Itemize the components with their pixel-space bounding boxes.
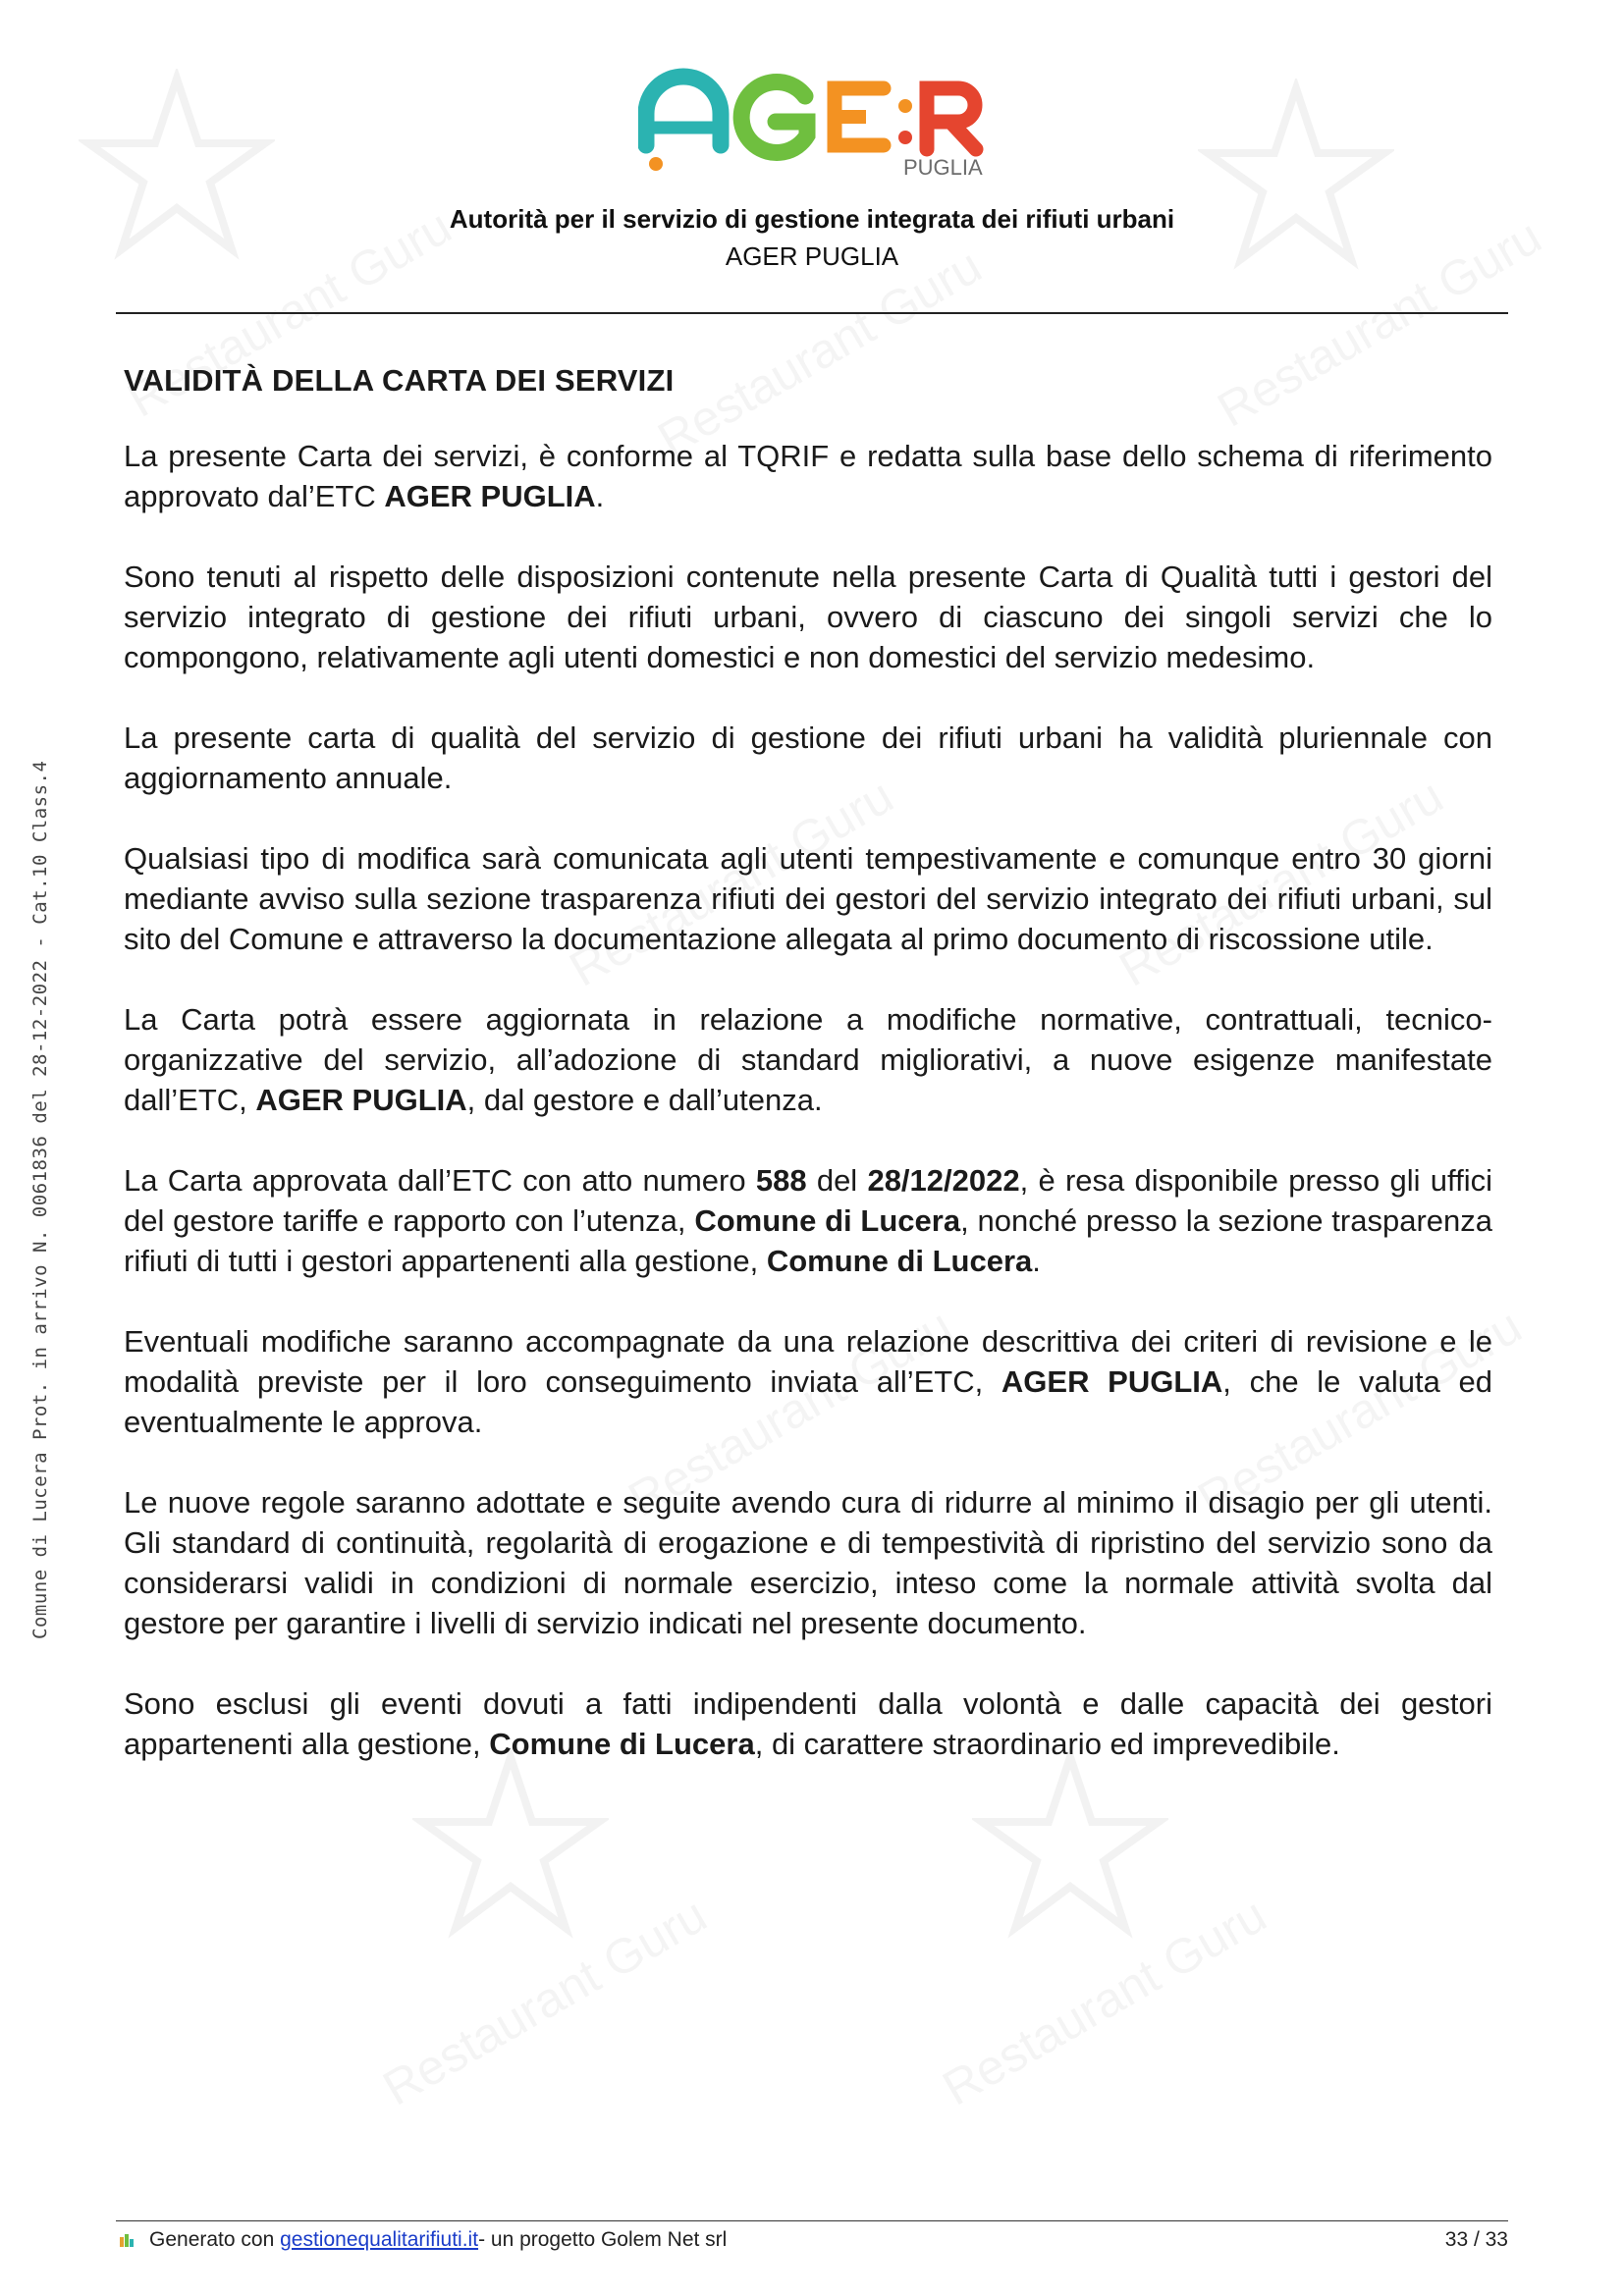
- page-number: 33 / 33: [1444, 2228, 1508, 2251]
- paragraph-8: Le nuove regole saranno adottate e seguite avendo cura di ridurre al minimo il disagio per gli utenti. Gli standard di continuità, regolarità di erogazione e di tempestività di ripristino del servizio sono da considerarsi validi in condizioni di normale esercizio, inteso come la normale attività svolta dal gestore per garantire i livelli di servizio indicati nel presente documento.: [124, 1485, 1492, 1640]
- section-heading: VALIDITÀ DELLA CARTA DEI SERVIZI: [124, 363, 675, 398]
- watermark-text: [933, 1886, 1275, 2116]
- header-subtitle: AGER PUGLIA: [725, 241, 899, 271]
- header-title: Autorità per il servizio di gestione integrata dei rifiuti urbani: [449, 204, 1175, 234]
- paragraph-4: Qualsiasi tipo di modifica sarà comunicata agli utenti tempestivamente e comunque entro 30 giorni mediante avviso sulla sezione trasparenza rifiuti dei gestori del servizio integrato dei rifiuti urbani, sul sito del Comune e attraverso la documentazione allegata al primo documento di riscossione utile.: [124, 841, 1492, 956]
- paragraph-7: Eventuali modifiche saranno accompagnate da una relazione descrittiva dei criteri di revisione e le modalità previste per il loro conseguimento inviata all’ETC, AGER PUGLIA, che le valuta ed eventualmente le approva.: [124, 1324, 1492, 1439]
- footer-prefix: Generato con: [149, 2228, 275, 2251]
- footer-suffix: - un progetto Golem Net srl: [478, 2228, 728, 2251]
- paragraph-2: Sono tenuti al rispetto delle disposizioni contenute nella presente Carta di Qualità tutti i gestori del servizio integrato di gestione dei rifiuti urbani, ovvero di ciascuno dei singoli servizi che lo compongono, relativamente agli utenti domestici e non domestici del servizio medesimo.: [124, 560, 1492, 674]
- logo-subtext: PUGLIA: [903, 155, 983, 179]
- document-body: [124, 363, 1492, 1804]
- footer-credit: [118, 2228, 727, 2252]
- footer-link[interactable]: gestionequalitarifiuti.it: [280, 2228, 479, 2251]
- paragraph-3: La presente carta di qualità del servizio di gestione dei rifiuti urbani ha validità pluriennale con aggiornamento annuale.: [124, 721, 1492, 795]
- watermark-text: [373, 1886, 716, 2116]
- recycle-icon: [118, 2231, 135, 2249]
- header-divider: [116, 312, 1508, 314]
- protocol-stamp: Comune di Lucera Prot. in arrivo N. 0061836 del 28-12-2022 - Cat.10 Class.4: [29, 760, 51, 1639]
- watermark-star-icon: [79, 69, 275, 265]
- paragraph-1: La presente Carta dei servizi, è conforme al TQRIF e redatta sulla base dello schema di riferimento approvato dal’ETC AGER PUGLIA.: [124, 439, 1492, 513]
- paragraph-5: La Carta potrà essere aggiornata in relazione a modifiche normative, contrattuali, tecnico-organizzative del servizio, all’adozione di standard migliorativi, a nuove esigenze manifestate dall’ETC, AGER PUGLIA, dal gestore e dall’utenza.: [124, 1002, 1492, 1117]
- paragraph-9: Sono esclusi gli eventi dovuti a fatti indipendenti dalla volontà e dalle capacità dei gestori appartenenti alla gestione, Comune di Lucera, di carattere straordinario ed imprevedibile.: [124, 1686, 1492, 1761]
- paragraph-6: La Carta approvata dall’ETC con atto numero 588 del 28/12/2022, è resa disponibile presso gli uffici del gestore tariffe e rapporto con l’utenza, Comune di Lucera, nonché presso la sezione trasparenza rifiuti di tutti i gestori appartenenti alla gestione, Comune di Lucera.: [124, 1163, 1492, 1278]
- footer-divider: [116, 2220, 1508, 2221]
- ager-puglia-logo: [638, 63, 992, 179]
